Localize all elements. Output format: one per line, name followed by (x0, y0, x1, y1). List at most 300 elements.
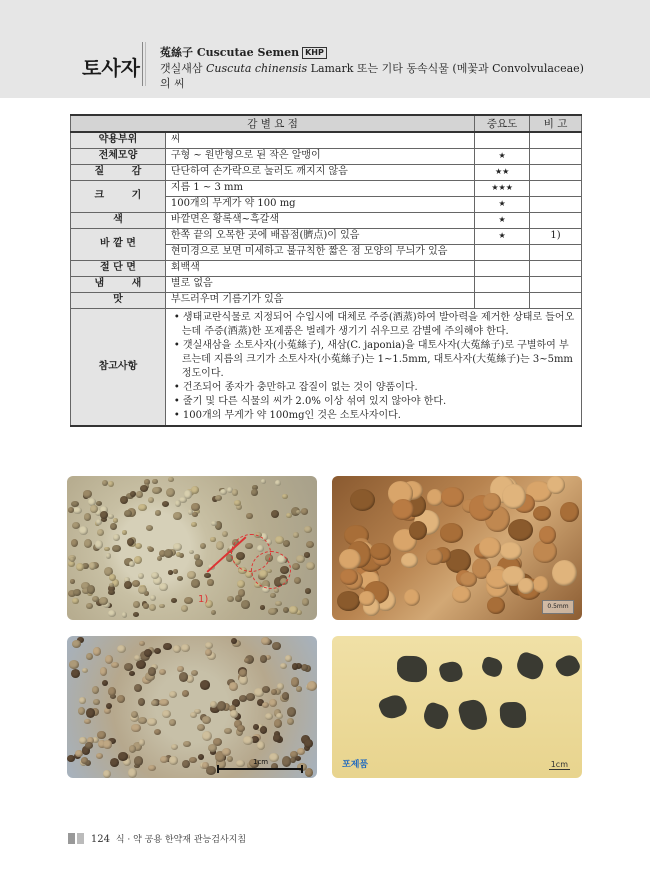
processed-fragment (421, 701, 452, 732)
seed-grain (134, 556, 142, 564)
seed-grain (122, 612, 128, 618)
seed-grain (124, 663, 133, 671)
reference-item: • 생태교란식물로 지정되어 수입시에 대체로 주증(酒蒸)하여 발아력을 제거한 상태로 들어오는데 주증(酒蒸)한 포제품은 벌레가 생기기 쉬우므로 감별에 주의해야 한다. (173, 311, 575, 337)
seed-grain (138, 573, 144, 579)
row-desc: 현미경으로 보면 미세하고 불규칙한 짧은 점 모양의 무늬가 있음 (165, 244, 474, 260)
row-importance (475, 292, 530, 308)
seed-grain (86, 653, 93, 660)
processed-fragments (332, 636, 582, 778)
seed-grain (148, 765, 156, 771)
seed-grain (124, 510, 132, 517)
seed-grain (162, 710, 171, 718)
seed-grain (133, 601, 140, 608)
seed-grain (70, 557, 75, 562)
seed-grain (306, 541, 314, 548)
seed-grain (262, 686, 270, 693)
seed-grain (283, 540, 290, 547)
seed-grain (307, 681, 317, 691)
seed-grain (269, 753, 279, 762)
seed-grain (138, 717, 147, 724)
seed-grain (296, 555, 305, 563)
seed-grain (179, 672, 188, 681)
reference-item: • 건조되어 종자가 충만하고 잡질이 없는 것이 양품이다. (173, 381, 418, 393)
seed-grain (93, 699, 100, 705)
seed-grain (159, 699, 169, 707)
seed-grain (68, 561, 75, 568)
seed-grain (184, 490, 192, 498)
seed-grain (83, 490, 92, 498)
seed-grain (205, 642, 213, 649)
seed-grain (260, 605, 266, 610)
seed-grain (118, 752, 128, 760)
row-label: 약용부위 (71, 132, 166, 148)
seed-grain (257, 741, 265, 750)
seed-grain (533, 506, 551, 521)
seed-grain (305, 768, 313, 777)
seed-grain (79, 526, 88, 535)
seed-grain (282, 494, 288, 499)
seed-grain (89, 562, 97, 570)
seed-grain (280, 663, 287, 669)
seed-grain (169, 756, 177, 764)
seed-grain (135, 543, 142, 549)
reference-notes (165, 308, 581, 426)
seed-grain (227, 756, 233, 762)
seed-grain (97, 529, 104, 536)
seed-grain (128, 768, 137, 778)
seed-grain (440, 523, 464, 542)
seed-grain (148, 667, 156, 676)
seed-grain (282, 692, 289, 699)
seed-grain (272, 642, 280, 650)
seed-grain (181, 644, 190, 652)
row-note: 1) (530, 228, 582, 244)
seed-grain (129, 561, 135, 567)
hilum-highlight-circle (251, 551, 291, 589)
row-note (530, 260, 582, 276)
seed-closeup-pile (332, 476, 582, 620)
row-note (530, 148, 582, 164)
seed-grain (301, 664, 308, 671)
seed-grain (173, 645, 182, 654)
seed-grain (159, 669, 166, 675)
seed-grain (200, 680, 210, 689)
seed-grain (296, 510, 301, 514)
seed-grain (84, 539, 93, 548)
page-footer (68, 832, 246, 845)
processed-fragment (514, 650, 547, 681)
seed-grain (176, 552, 181, 557)
seed-grain (210, 537, 215, 542)
seed-grain (148, 547, 154, 552)
seed-grain (97, 731, 105, 739)
seed-grain (120, 496, 128, 504)
seed-grain (261, 637, 270, 645)
seed-grain (150, 595, 156, 601)
reference-row (71, 308, 582, 426)
seed-grain (190, 712, 197, 719)
page-number: 124 (90, 834, 110, 845)
seed-grain (241, 600, 250, 609)
seed-grain (110, 758, 120, 767)
seed-grain (134, 756, 144, 766)
seed-grain (282, 756, 291, 766)
seed-grain (113, 518, 118, 522)
seed-photo-scale (67, 636, 317, 778)
seed-grain (224, 728, 232, 734)
row-label: 크 기 (71, 180, 166, 212)
seed-grain (350, 489, 375, 511)
processed-fragment (397, 656, 427, 683)
reference-label: 참고사항 (71, 308, 166, 426)
seed-grain (104, 547, 109, 552)
table-row (71, 180, 582, 196)
seed-grain (337, 591, 360, 611)
seed-grain (270, 593, 275, 598)
seed-grain (479, 537, 502, 558)
seed-grain (159, 604, 164, 609)
seed-grain (295, 756, 301, 761)
seed-grain (102, 680, 108, 686)
seed-grain (93, 647, 102, 656)
title-divider-secondary (145, 42, 146, 86)
seed-grain (292, 563, 300, 570)
table-row (71, 276, 582, 292)
row-note (530, 244, 582, 260)
seed-grain (108, 590, 115, 596)
seed-grain (110, 523, 117, 530)
seed-grain (159, 583, 167, 592)
origin-species: Cuscuta chinensis (206, 62, 308, 75)
seed-grain (152, 479, 158, 485)
seed-grain (200, 543, 206, 549)
title-divider (142, 42, 143, 86)
seed-grain (452, 586, 471, 603)
seed-grain (274, 719, 283, 728)
header-importance: 중요도 (475, 115, 530, 132)
seed-grain (86, 603, 92, 609)
seed-grain (268, 608, 277, 615)
seed-grain (191, 522, 197, 528)
seed-grain (106, 703, 112, 709)
scale-bar (217, 768, 303, 770)
seed-grain (117, 645, 126, 653)
seed-grain (260, 655, 267, 662)
seed-grain (143, 603, 150, 609)
seed-grain (144, 649, 152, 657)
seed-grain (182, 690, 189, 697)
processed-fragment (480, 655, 504, 678)
seed-grain (106, 553, 112, 559)
seed-grain (269, 699, 277, 707)
processed-fragment (500, 702, 527, 729)
seed-grain (96, 501, 102, 506)
seed-grain (291, 677, 300, 686)
seed-grain (139, 641, 145, 646)
seed-grain (136, 491, 143, 499)
seed-grain (173, 512, 181, 520)
seed-grain (162, 501, 169, 507)
seed-grain (206, 766, 216, 775)
seed-grain (84, 719, 91, 725)
seed-grain (70, 579, 75, 584)
seed-grain (72, 598, 78, 604)
seed-grain (134, 684, 142, 692)
seed-grain (370, 543, 391, 560)
row-desc: 구형 ~ 원반형으로 된 작은 알맹이 (165, 148, 474, 164)
scale-label: 1cm (253, 758, 269, 766)
seed-grain (134, 655, 140, 661)
seed-grain (71, 539, 78, 547)
seed-grain (69, 660, 79, 669)
row-note (530, 212, 582, 228)
seed-grain (202, 731, 212, 741)
row-desc: 단단하여 손가락으로 눌러도 깨지지 않음 (165, 164, 474, 180)
seed-grain (129, 671, 135, 676)
seed-grain (197, 724, 205, 731)
row-importance (475, 260, 530, 276)
seed-grain (261, 479, 266, 483)
seed-grain (173, 569, 178, 574)
processed-fragment (377, 692, 409, 722)
seed-grain (139, 739, 145, 746)
row-importance: ★ (475, 196, 530, 212)
header-key-points: 감 별 요 점 (71, 115, 475, 132)
seed-grain (147, 718, 157, 726)
seed-grain (198, 754, 204, 760)
seed-photo-overview (67, 476, 317, 620)
seed-grain (138, 504, 147, 511)
identification-table (70, 114, 582, 427)
seed-grain (293, 532, 298, 538)
seed-grain (163, 643, 172, 650)
seed-grain (239, 695, 247, 702)
seed-grain (239, 675, 248, 685)
seed-grain (302, 598, 309, 606)
row-importance: ★ (475, 212, 530, 228)
row-desc: 100개의 무게가 약 100 mg (165, 196, 474, 212)
seed-grain (112, 545, 121, 552)
seed-grain (151, 572, 159, 579)
seed-grain (168, 477, 173, 482)
seed-grain (552, 560, 577, 586)
seed-grain (215, 495, 222, 501)
seed-grain (301, 508, 309, 514)
seed-grain (138, 586, 146, 594)
seed-grain (191, 503, 199, 511)
seed-grain (108, 514, 114, 519)
book-title: 식 · 약 공용 한약재 관능검사지침 (115, 835, 247, 845)
seed-grain (304, 739, 313, 748)
row-note (530, 164, 582, 180)
seed-grain (243, 736, 252, 744)
seed-grain (78, 707, 85, 715)
seed-grain (236, 760, 245, 768)
row-note (530, 132, 582, 148)
origin-part: 의 씨 (160, 77, 185, 90)
reference-item: • 줄기 및 다른 식물의 씨가 2.0% 이상 섞여 있지 않아야 한다. (173, 395, 447, 407)
seed-grain (426, 549, 442, 565)
seed-grain (87, 585, 95, 594)
seed-grain (211, 521, 217, 526)
seed-grain (85, 742, 93, 749)
seed-grain (103, 740, 112, 748)
seed-grain (222, 531, 228, 537)
seed-grain (202, 716, 211, 723)
seed-grain (189, 550, 194, 555)
seed-grain (148, 497, 154, 503)
seed-grain (187, 571, 196, 579)
seed-grain (239, 669, 247, 677)
latin-name: 菟絲子 Cuscutae Semen (160, 46, 300, 59)
seed-grain (67, 755, 75, 762)
processed-product-photo (332, 636, 582, 778)
table-row (71, 164, 582, 180)
seed-grain (183, 741, 191, 747)
seed-grain (275, 601, 282, 607)
seed-grain (108, 481, 114, 487)
seed-grain (84, 513, 92, 521)
seed-grain (204, 573, 211, 579)
row-label: 바 깥 면 (71, 228, 166, 260)
seed-grain (76, 563, 84, 571)
seed-grain (160, 756, 167, 763)
seed-grain (108, 610, 116, 617)
seed-grain (483, 493, 500, 511)
seed-grain (294, 577, 301, 584)
seed-grain (113, 534, 120, 541)
seed-grain (533, 576, 550, 593)
seed-grain (409, 521, 427, 540)
table-row (71, 132, 582, 148)
seed-grain (140, 485, 148, 492)
seed-grain (441, 487, 463, 507)
seed-grain (133, 612, 139, 617)
seed-grain (149, 604, 156, 611)
seed-grain (129, 745, 136, 752)
table-row (71, 148, 582, 164)
seed-grain (560, 502, 579, 522)
reference-item: • 갯실새삼을 소토사자(小菟絲子), 새삼(C. japonia)을 대토사자(大菟絲子)로 구별하여 부르는데 지름의 크기가 소토사자(小菟絲子)는 1~1.5mm, 대토사자(大菟絲子)는 3~5mm 정도이다. (173, 339, 573, 379)
seed-grain (220, 489, 227, 496)
seed-grain (404, 589, 420, 606)
row-importance (475, 276, 530, 292)
seed-grain (72, 640, 81, 648)
seed-grain (169, 719, 176, 726)
seed-grain (95, 540, 103, 549)
seed-grain (189, 757, 197, 763)
seed-grain (216, 541, 224, 550)
row-importance: ★★★ (475, 180, 530, 196)
seed-grain (124, 581, 132, 589)
footer-marker (77, 833, 84, 844)
seed-grain (539, 526, 556, 544)
seed-grain (184, 597, 193, 604)
seed-grain (92, 686, 99, 694)
row-importance: ★ (475, 228, 530, 244)
seed-grain (99, 597, 107, 605)
row-desc: 씨 (165, 132, 474, 148)
seed-grain (275, 480, 281, 486)
processed-fragment (554, 652, 582, 680)
seed-grain (154, 729, 161, 735)
seed-grain (508, 519, 533, 541)
seed-grain (191, 579, 200, 587)
seed-grain (460, 572, 477, 587)
seed-grain (73, 589, 81, 597)
seed-grain (111, 662, 119, 669)
origin-suffix: Lamark 또는 기타 동속식물 (메꽃과 Convolvulaceae) (307, 62, 584, 75)
seed-grain (265, 713, 273, 720)
seed-grain (547, 476, 565, 494)
seed-grain (271, 510, 280, 518)
scale-marker: 0.5mm (542, 600, 574, 614)
seed-grain (82, 668, 88, 673)
seed-grain (192, 512, 198, 517)
seed-grain (237, 725, 245, 732)
processed-fragment (438, 660, 464, 684)
footer-marker (68, 833, 75, 844)
seed-grain (136, 660, 146, 670)
table-row (71, 212, 582, 228)
seed-grain (229, 682, 238, 691)
seed-grain (71, 669, 80, 678)
row-desc: 부드러우며 기름기가 있음 (165, 292, 474, 308)
header-remarks: 비 고 (530, 115, 582, 132)
seed-grain (260, 726, 267, 734)
seed-grain (292, 663, 299, 670)
seed-grain (146, 525, 153, 531)
seed-grain (487, 597, 505, 615)
seed-grain (86, 708, 95, 717)
seed-grain (231, 638, 237, 644)
row-note (530, 292, 582, 308)
row-importance: ★★ (475, 164, 530, 180)
seed-grain (108, 687, 116, 696)
seed-grain (246, 513, 253, 520)
seed-grain (237, 580, 245, 588)
seed-grain (103, 770, 111, 778)
seed-grain (518, 578, 534, 594)
seed-grain (500, 542, 521, 559)
table-row (71, 228, 582, 244)
seed-grain (232, 489, 239, 496)
seed-grain (304, 526, 312, 533)
seed-grain (100, 667, 108, 675)
seed-grain (73, 507, 82, 514)
row-label: 전체모양 (71, 148, 166, 164)
seed-grain (287, 718, 294, 725)
seed-grain (251, 489, 257, 496)
origin-line (160, 60, 584, 76)
seed-grain (340, 569, 358, 585)
seed-grain (208, 744, 217, 752)
row-label: 맛 (71, 292, 166, 308)
seed-grain (138, 698, 145, 706)
seed-grain (359, 591, 375, 606)
seed-grain (166, 488, 175, 497)
seed-grain (171, 598, 177, 603)
table-header-row (71, 115, 582, 132)
herb-title: 토사자 (82, 56, 140, 80)
processed-fragment (457, 697, 489, 732)
row-label: 절 단 면 (71, 260, 166, 276)
row-label: 색 (71, 212, 166, 228)
seed-grain (227, 596, 233, 602)
seed-grain (177, 576, 183, 581)
seed-grain (177, 666, 183, 672)
seed-grain (191, 486, 199, 494)
